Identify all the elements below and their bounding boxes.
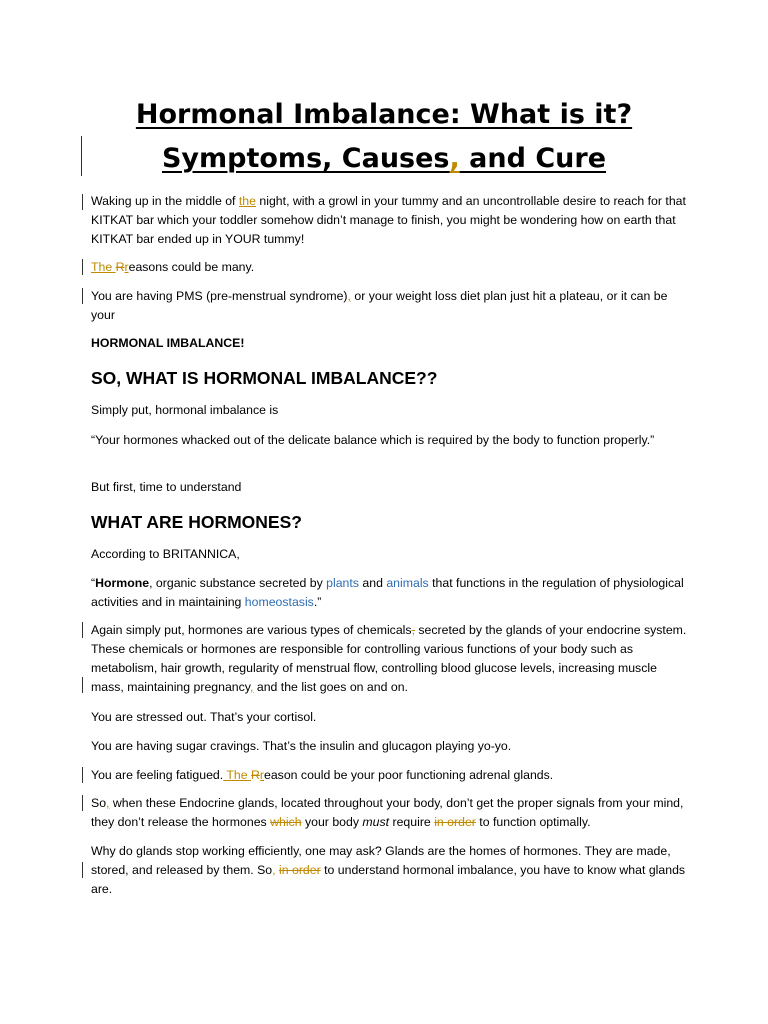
fatigued-paragraph <box>91 766 691 785</box>
first-time-line: But first, time to understand <box>91 480 242 494</box>
change-bar-why <box>82 862 83 878</box>
why-text-c: to understand hormonal imbalance, you have to know what glands are. <box>91 863 686 896</box>
definition-open-quote: “ <box>91 576 96 590</box>
intro-text-a: Waking up in the middle of <box>91 194 239 208</box>
fatigued-inserted-letter: r <box>259 768 264 782</box>
so-when-deleted-which: which <box>270 815 302 829</box>
reasons-inserted-letter: r <box>124 260 129 274</box>
change-bar-again-1 <box>82 622 83 638</box>
again-deleted-comma: , <box>411 623 415 637</box>
pms-paragraph <box>91 287 691 325</box>
heading-what-are-hormones: WHAT ARE HORMONES? <box>91 512 302 532</box>
so-when-paragraph <box>91 794 691 832</box>
reasons-paragraph <box>91 258 691 277</box>
pms-inserted-comma: , <box>347 289 351 303</box>
definition-text-a: , organic substance secreted by <box>149 576 327 590</box>
so-when-text-e: to function optimally. <box>475 815 591 829</box>
heading-what-is-hormonal-imbalance: SO, WHAT IS HORMONAL IMBALANCE?? <box>91 368 438 388</box>
change-bar-intro <box>82 194 83 210</box>
document-title-line2 <box>0 142 768 176</box>
title-line2-part-b: and Cure <box>459 143 607 174</box>
definition-text-b: that functions in the regulation of physiological activities and in maintaining <box>91 576 684 609</box>
again-text-a: Again simply put, hormones are various types of chemicals <box>91 623 412 637</box>
again-paragraph <box>91 621 691 697</box>
definition-and: and <box>358 576 387 590</box>
reasons-inserted-word: The <box>91 260 116 274</box>
so-when-deleted-in-order: in order <box>434 815 476 829</box>
pms-text-a: You are having PMS (pre-menstrual syndrome) <box>91 289 348 303</box>
fatigued-deleted-letter: R <box>251 768 260 782</box>
definition-close-quote: .” <box>313 595 322 609</box>
so-when-text-c: your body <box>301 815 363 829</box>
so-when-text-a: So <box>91 796 107 810</box>
why-inserted-comma: , <box>272 863 276 877</box>
change-bar-so-when <box>82 795 83 811</box>
fatigued-inserted-word: The <box>223 768 251 782</box>
stressed-line: You are stressed out. That’s your cortisol. <box>91 710 317 724</box>
change-bar-reasons <box>82 259 83 275</box>
title-line1-text: Hormonal Imbalance: What is it? <box>135 99 633 130</box>
link-animals[interactable]: animals <box>386 576 429 590</box>
why-text-a: Why do glands stop working efficiently, one may ask? Glands are the homes of hormones. They are made, stored, and released by them. So <box>91 844 671 877</box>
intro-text-b: night, with a growl in your tummy and an uncontrollable desire to reach for that KITKAT bar which your toddler somehow didn’t manage to finish, you might be wondering how on earth that KITKAT bar ended up in YOUR tummy! <box>91 194 686 246</box>
change-bar-again-2 <box>82 677 83 693</box>
why-deleted-in-order: in order <box>279 863 321 877</box>
intro-paragraph <box>91 192 691 249</box>
intro-inserted-word: the <box>238 194 256 208</box>
according-line: According to BRITANNICA, <box>91 547 240 561</box>
definition-paragraph <box>91 574 691 612</box>
title-line2-part-a: Symptoms, Causes <box>161 143 450 174</box>
sugar-line: You are having sugar cravings. That’s the insulin and glucagon playing yo-yo. <box>91 739 512 753</box>
reasons-text: easons could be many. <box>128 260 255 274</box>
fatigued-text-b: eason could be your poor functioning adrenal glands. <box>264 768 554 782</box>
imbalance-caps-line: HORMONAL IMBALANCE! <box>91 336 245 350</box>
change-bar-fatigued <box>82 767 83 783</box>
pms-text-b: or your weight loss diet plan just hit a plateau, or it can be your <box>91 289 668 322</box>
again-text-b: secreted by the glands of your endocrine system. These chemicals or hormones are responsible for controlling various functions of your body such as metabolism, hair growth, regularity of menstrual flow, controlling blood glucose levels, increasing muscle mass, maintaining pregnancy <box>91 623 687 694</box>
title-inserted-comma: , <box>449 143 460 174</box>
link-plants[interactable]: plants <box>326 576 359 590</box>
so-when-inserted-comma: , <box>106 796 110 810</box>
again-inserted-comma: , <box>250 680 254 694</box>
simply-put-line: Simply put, hormonal imbalance is <box>91 403 279 417</box>
definition-term: Hormone <box>95 576 150 590</box>
so-when-must: must <box>362 815 390 829</box>
change-bar-pms <box>82 288 83 304</box>
quote-paragraph: “Your hormones whacked out of the delicate balance which is required by the body to function properly.” <box>91 433 655 447</box>
link-homeostasis[interactable]: homeostasis <box>244 595 314 609</box>
document-title-line1 <box>0 98 768 132</box>
so-when-text-b: when these Endocrine glands, located throughout your body, don’t get the proper signals from your mind, they don’t release the hormones <box>91 796 684 829</box>
again-text-c: and the list goes on and on. <box>253 680 408 694</box>
why-paragraph <box>91 842 691 899</box>
reasons-deleted-letter: R <box>115 260 125 274</box>
so-when-text-d: require <box>389 815 435 829</box>
fatigued-text-a: You are feeling fatigued. <box>91 768 224 782</box>
